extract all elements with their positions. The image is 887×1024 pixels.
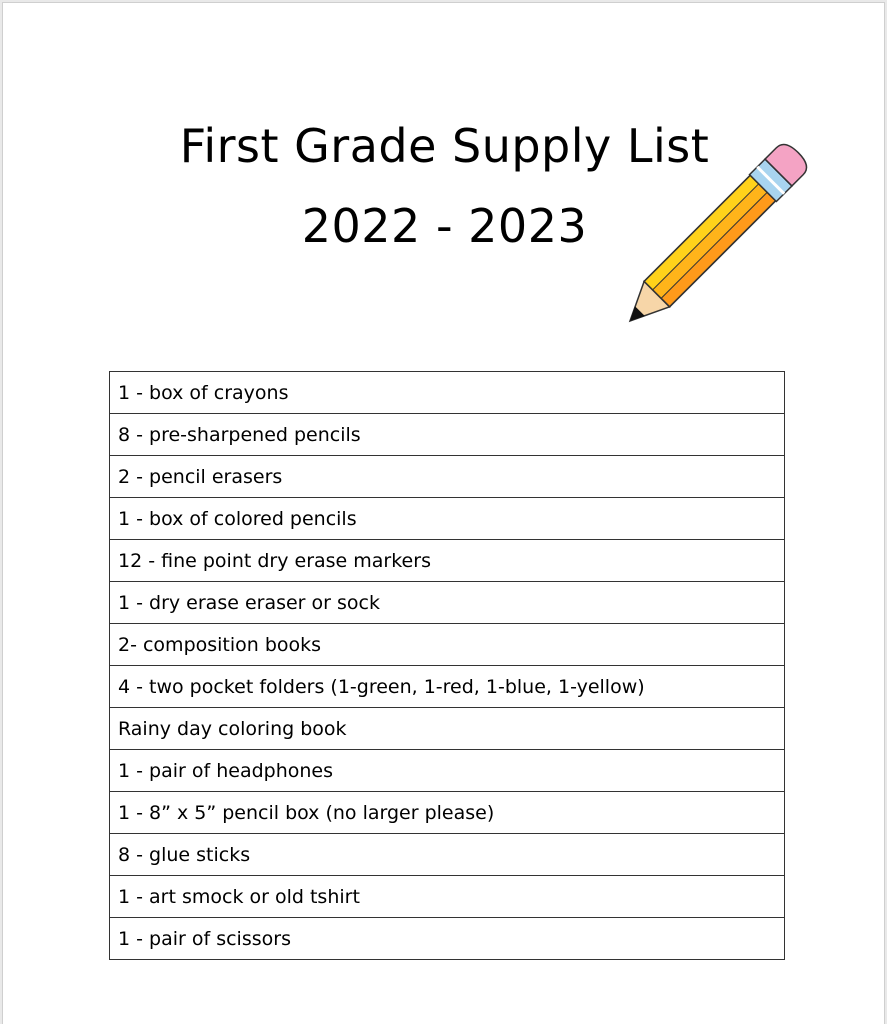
supply-item: 1 - box of crayons (110, 372, 785, 414)
supply-item: 1 - art smock or old tshirt (110, 876, 785, 918)
supply-item: 12 - fine point dry erase markers (110, 540, 785, 582)
table-row (110, 918, 785, 960)
table-row (110, 624, 785, 666)
table-row (110, 876, 785, 918)
table-row (110, 582, 785, 624)
pencil-icon (618, 121, 833, 331)
supply-item: 1 - pair of scissors (110, 918, 785, 960)
supply-item: 8 - pre-sharpened pencils (110, 414, 785, 456)
table-row (110, 750, 785, 792)
supply-item: 2 - pencil erasers (110, 456, 785, 498)
supply-item: 1 - pair of headphones (110, 750, 785, 792)
table-row (110, 540, 785, 582)
school-year: 2022 - 2023 (301, 199, 588, 253)
supply-item: 2- composition books (110, 624, 785, 666)
table-row (110, 498, 785, 540)
page-title: First Grade Supply List (179, 119, 710, 173)
supply-item: 1 - 8” x 5” pencil box (no larger please) (110, 792, 785, 834)
document-page (2, 2, 885, 1024)
supply-item: 4 - two pocket folders (1-green, 1-red, 1-blue, 1-yellow) (110, 666, 785, 708)
supply-item: 1 - box of colored pencils (110, 498, 785, 540)
table-row (110, 414, 785, 456)
table-row (110, 792, 785, 834)
table-row (110, 666, 785, 708)
supply-table (109, 371, 785, 960)
table-row (110, 456, 785, 498)
supply-item: Rainy day coloring book (110, 708, 785, 750)
table-row (110, 708, 785, 750)
table-row (110, 834, 785, 876)
supply-item: 1 - dry erase eraser or sock (110, 582, 785, 624)
supply-item: 8 - glue sticks (110, 834, 785, 876)
table-row (110, 372, 785, 414)
